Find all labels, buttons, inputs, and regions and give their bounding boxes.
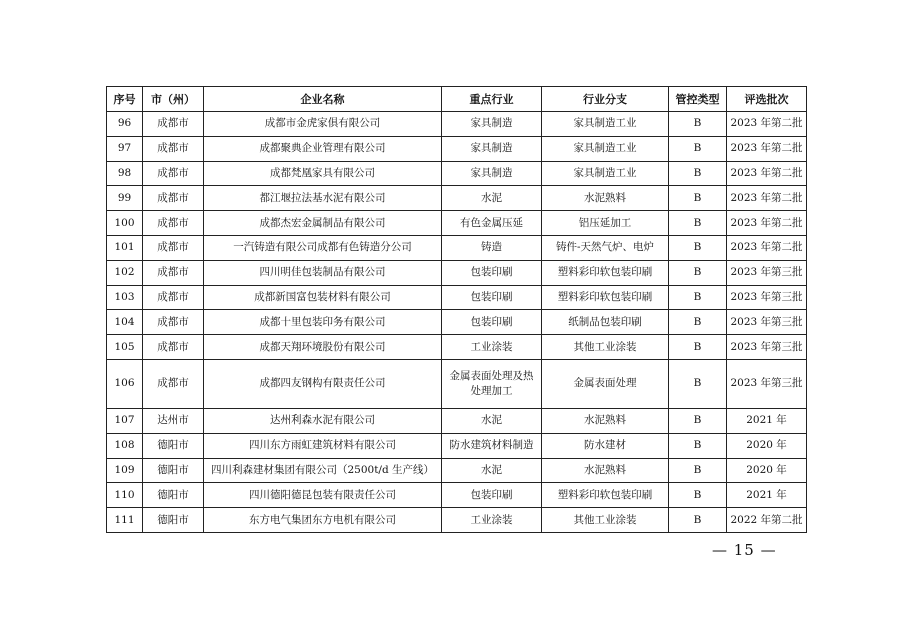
table-row <box>107 408 807 433</box>
cell-index: 110 <box>107 483 143 508</box>
cell-batch: 2023 年第三批 <box>727 335 807 360</box>
cell-branch: 家具制造工业 <box>542 161 669 186</box>
header-city: 市（州） <box>143 87 204 112</box>
cell-branch: 水泥熟料 <box>542 408 669 433</box>
cell-control-type: B <box>669 508 727 533</box>
table-row <box>107 235 807 260</box>
cell-branch: 其他工业涂装 <box>542 508 669 533</box>
cell-industry: 铸造 <box>442 235 542 260</box>
cell-company: 成都市金虎家俱有限公司 <box>204 112 442 137</box>
table-row <box>107 211 807 236</box>
header-index: 序号 <box>107 87 143 112</box>
cell-batch: 2020 年 <box>727 433 807 458</box>
cell-branch: 水泥熟料 <box>542 186 669 211</box>
cell-city: 德阳市 <box>143 433 204 458</box>
cell-company: 四川东方雨虹建筑材料有限公司 <box>204 433 442 458</box>
cell-index: 104 <box>107 310 143 335</box>
table-row <box>107 310 807 335</box>
cell-industry: 家具制造 <box>442 112 542 137</box>
cell-company: 达州利森水泥有限公司 <box>204 408 442 433</box>
cell-control-type: B <box>669 483 727 508</box>
table-row <box>107 186 807 211</box>
cell-control-type: B <box>669 285 727 310</box>
cell-branch: 防水建材 <box>542 433 669 458</box>
cell-index: 99 <box>107 186 143 211</box>
cell-industry: 有色金属压延 <box>442 211 542 236</box>
cell-control-type: B <box>669 310 727 335</box>
header-industry: 重点行业 <box>442 87 542 112</box>
cell-control-type: B <box>669 211 727 236</box>
cell-company: 一汽铸造有限公司成都有色铸造分公司 <box>204 235 442 260</box>
cell-company: 成都聚典企业管理有限公司 <box>204 136 442 161</box>
cell-batch: 2022 年第二批 <box>727 508 807 533</box>
cell-industry: 包装印刷 <box>442 310 542 335</box>
cell-industry: 金属表面处理及热处理加工 <box>442 359 542 408</box>
cell-control-type: B <box>669 408 727 433</box>
cell-branch: 铸件-天然气炉、电炉 <box>542 235 669 260</box>
cell-city: 成都市 <box>143 310 204 335</box>
table-row <box>107 335 807 360</box>
cell-industry: 水泥 <box>442 408 542 433</box>
cell-index: 105 <box>107 335 143 360</box>
cell-company: 四川利森建材集团有限公司（2500t/d 生产线） <box>204 458 442 483</box>
cell-city: 成都市 <box>143 260 204 285</box>
table-row <box>107 136 807 161</box>
cell-control-type: B <box>669 186 727 211</box>
cell-industry: 水泥 <box>442 458 542 483</box>
cell-company: 成都梵凰家具有限公司 <box>204 161 442 186</box>
table-row <box>107 161 807 186</box>
cell-branch: 塑料彩印软包装印刷 <box>542 483 669 508</box>
cell-industry: 水泥 <box>442 186 542 211</box>
table-row <box>107 433 807 458</box>
cell-batch: 2023 年第二批 <box>727 211 807 236</box>
cell-city: 德阳市 <box>143 483 204 508</box>
enterprise-table <box>106 86 807 533</box>
cell-branch: 金属表面处理 <box>542 359 669 408</box>
cell-branch: 水泥熟料 <box>542 458 669 483</box>
cell-branch: 塑料彩印软包装印刷 <box>542 285 669 310</box>
cell-city: 成都市 <box>143 211 204 236</box>
cell-city: 德阳市 <box>143 508 204 533</box>
cell-batch: 2023 年第二批 <box>727 112 807 137</box>
table-row <box>107 285 807 310</box>
cell-index: 108 <box>107 433 143 458</box>
cell-industry: 防水建筑材料制造 <box>442 433 542 458</box>
cell-index: 100 <box>107 211 143 236</box>
cell-branch: 铝压延加工 <box>542 211 669 236</box>
cell-branch: 家具制造工业 <box>542 136 669 161</box>
cell-batch: 2021 年 <box>727 408 807 433</box>
cell-index: 102 <box>107 260 143 285</box>
cell-branch: 其他工业涂装 <box>542 335 669 360</box>
cell-industry: 工业涂装 <box>442 508 542 533</box>
cell-control-type: B <box>669 359 727 408</box>
cell-control-type: B <box>669 335 727 360</box>
cell-city: 成都市 <box>143 285 204 310</box>
cell-index: 96 <box>107 112 143 137</box>
cell-branch: 纸制品包装印刷 <box>542 310 669 335</box>
cell-batch: 2021 年 <box>727 483 807 508</box>
cell-city: 成都市 <box>143 136 204 161</box>
cell-index: 111 <box>107 508 143 533</box>
cell-index: 107 <box>107 408 143 433</box>
cell-index: 101 <box>107 235 143 260</box>
page-number: — 15 — <box>712 541 777 559</box>
cell-city: 成都市 <box>143 359 204 408</box>
cell-batch: 2023 年第三批 <box>727 310 807 335</box>
cell-company: 成都四友钢构有限责任公司 <box>204 359 442 408</box>
cell-city: 成都市 <box>143 112 204 137</box>
cell-industry: 工业涂装 <box>442 335 542 360</box>
cell-index: 109 <box>107 458 143 483</box>
cell-industry: 家具制造 <box>442 136 542 161</box>
cell-index: 106 <box>107 359 143 408</box>
cell-index: 103 <box>107 285 143 310</box>
cell-company: 东方电气集团东方电机有限公司 <box>204 508 442 533</box>
cell-branch: 塑料彩印软包装印刷 <box>542 260 669 285</box>
cell-batch: 2020 年 <box>727 458 807 483</box>
cell-company: 四川明佳包装制品有限公司 <box>204 260 442 285</box>
cell-batch: 2023 年第三批 <box>727 260 807 285</box>
cell-city: 成都市 <box>143 186 204 211</box>
cell-index: 98 <box>107 161 143 186</box>
cell-company: 成都杰宏金属制品有限公司 <box>204 211 442 236</box>
table-body <box>107 112 807 533</box>
table-row <box>107 458 807 483</box>
cell-industry: 包装印刷 <box>442 260 542 285</box>
header-company: 企业名称 <box>204 87 442 112</box>
table-row <box>107 260 807 285</box>
cell-company: 成都天翔环境股份有限公司 <box>204 335 442 360</box>
cell-city: 达州市 <box>143 408 204 433</box>
cell-company: 都江堰拉法基水泥有限公司 <box>204 186 442 211</box>
cell-industry: 包装印刷 <box>442 285 542 310</box>
cell-batch: 2023 年第二批 <box>727 161 807 186</box>
table-row <box>107 508 807 533</box>
cell-batch: 2023 年第三批 <box>727 285 807 310</box>
header-control-type: 管控类型 <box>669 87 727 112</box>
cell-city: 成都市 <box>143 235 204 260</box>
cell-industry: 包装印刷 <box>442 483 542 508</box>
cell-city: 德阳市 <box>143 458 204 483</box>
cell-city: 成都市 <box>143 161 204 186</box>
cell-index: 97 <box>107 136 143 161</box>
cell-control-type: B <box>669 458 727 483</box>
cell-company: 成都十里包装印务有限公司 <box>204 310 442 335</box>
cell-batch: 2023 年第二批 <box>727 186 807 211</box>
cell-batch: 2023 年第三批 <box>727 359 807 408</box>
cell-company: 四川德阳德昆包装有限责任公司 <box>204 483 442 508</box>
table-row <box>107 112 807 137</box>
header-batch: 评选批次 <box>727 87 807 112</box>
cell-batch: 2023 年第二批 <box>727 136 807 161</box>
cell-control-type: B <box>669 161 727 186</box>
cell-control-type: B <box>669 260 727 285</box>
cell-company: 成都新国富包装材料有限公司 <box>204 285 442 310</box>
cell-city: 成都市 <box>143 335 204 360</box>
cell-control-type: B <box>669 112 727 137</box>
cell-batch: 2023 年第二批 <box>727 235 807 260</box>
table-header-row <box>107 87 807 112</box>
cell-control-type: B <box>669 235 727 260</box>
cell-control-type: B <box>669 136 727 161</box>
table-row <box>107 483 807 508</box>
cell-industry: 家具制造 <box>442 161 542 186</box>
table-row <box>107 359 807 408</box>
header-branch: 行业分支 <box>542 87 669 112</box>
cell-control-type: B <box>669 433 727 458</box>
cell-branch: 家具制造工业 <box>542 112 669 137</box>
